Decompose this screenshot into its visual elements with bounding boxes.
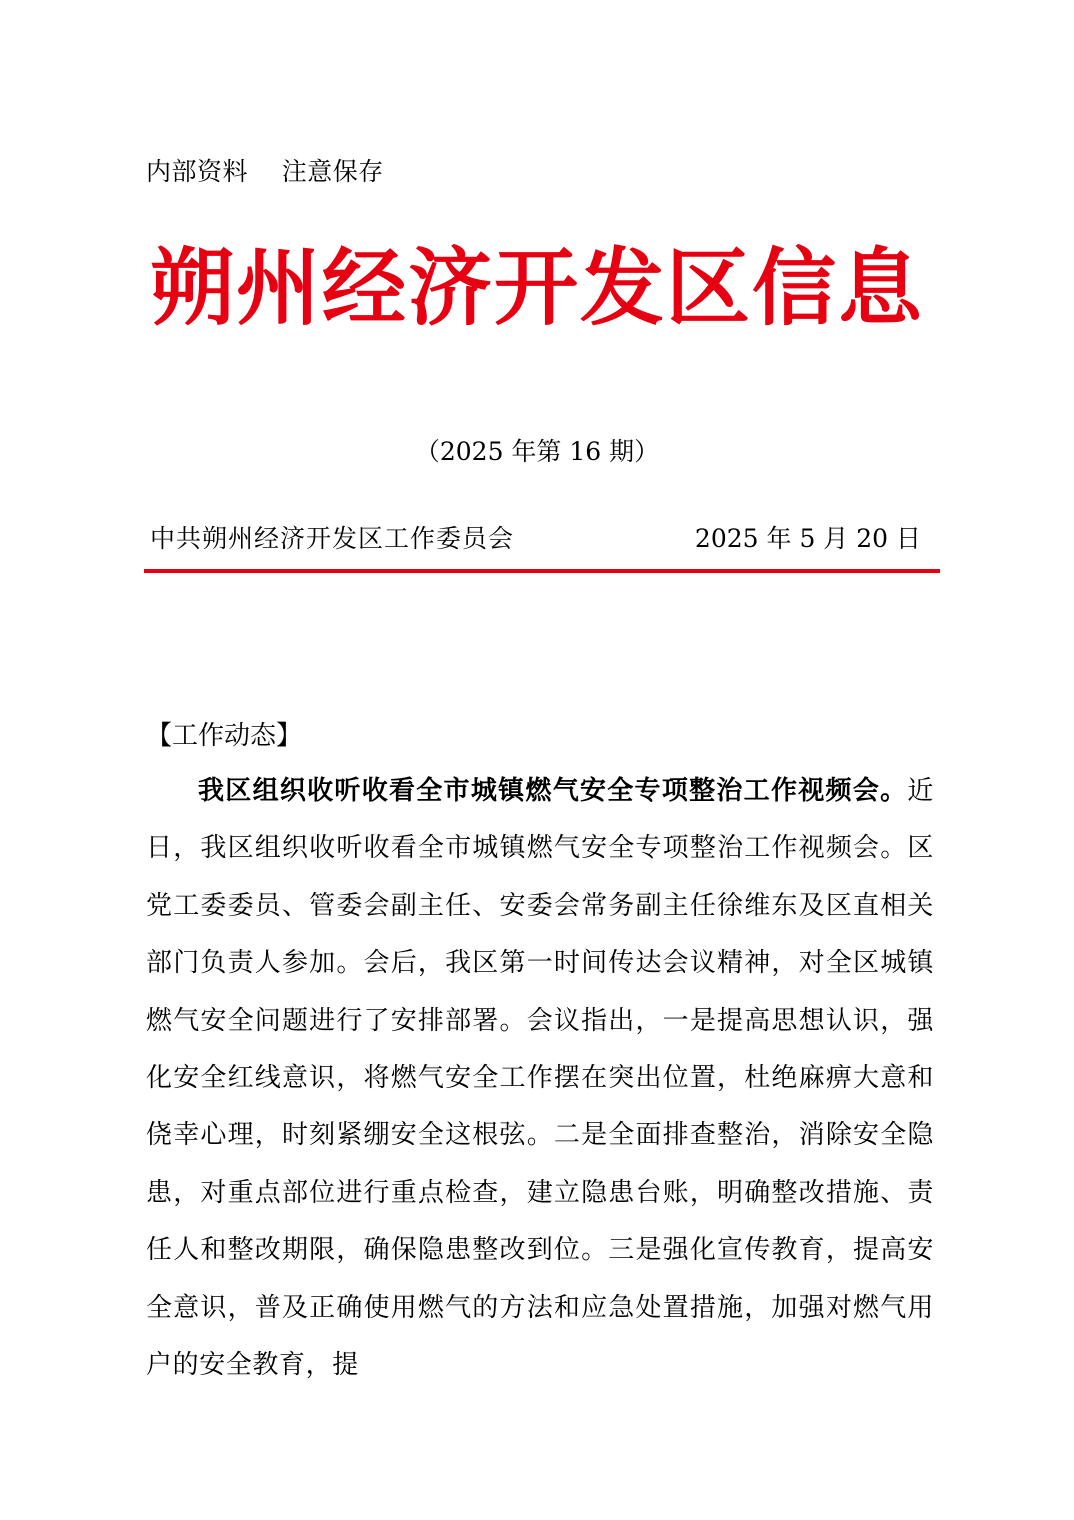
article-body: 近日，我区组织收听收看全市城镇燃气安全专项整治工作视频会。区党工委委员、管委会副主任、安委会常务副主任徐维东及区直相关部门负责人参加。会后，我区第一时间传达会议精神，对全区城镇燃气安全问题进行了安排部署。会议指出，一是提高思想认识，强化安全红线意识，将燃气安全工作摆在突出位置，杜绝麻痹大意和侥幸心理，时刻紧绷安全这根弦。二是全面排查整治，消除安全隐患，对重点部位进行重点检查，建立隐患台账，明确整改措施、责任人和整改期限，确保隐患整改到位。三是强化宣传教育，提高安全意识，普及正确使用燃气的方法和应急处置措施，加强对燃气用户的安全教育，提 [146, 776, 934, 1381]
issuing-organization: 中共朔州经济开发区工作委员会 [150, 524, 515, 553]
issue-date: 2025 年 5 月 20 日 [694, 524, 921, 553]
article-headline: 我区组织收听收看全市城镇燃气安全专项整治工作视频会。 [198, 776, 908, 806]
issue-number: （2025 年第 16 期） [414, 437, 660, 466]
internal-use-notice: 内部资料 注意保存 [146, 157, 384, 186]
section-heading: 【工作动态】 [146, 721, 303, 751]
article-paragraph [146, 763, 934, 1394]
masthead-title: 朔州经济开发区信息 [149, 239, 924, 337]
red-divider-line [144, 569, 940, 573]
